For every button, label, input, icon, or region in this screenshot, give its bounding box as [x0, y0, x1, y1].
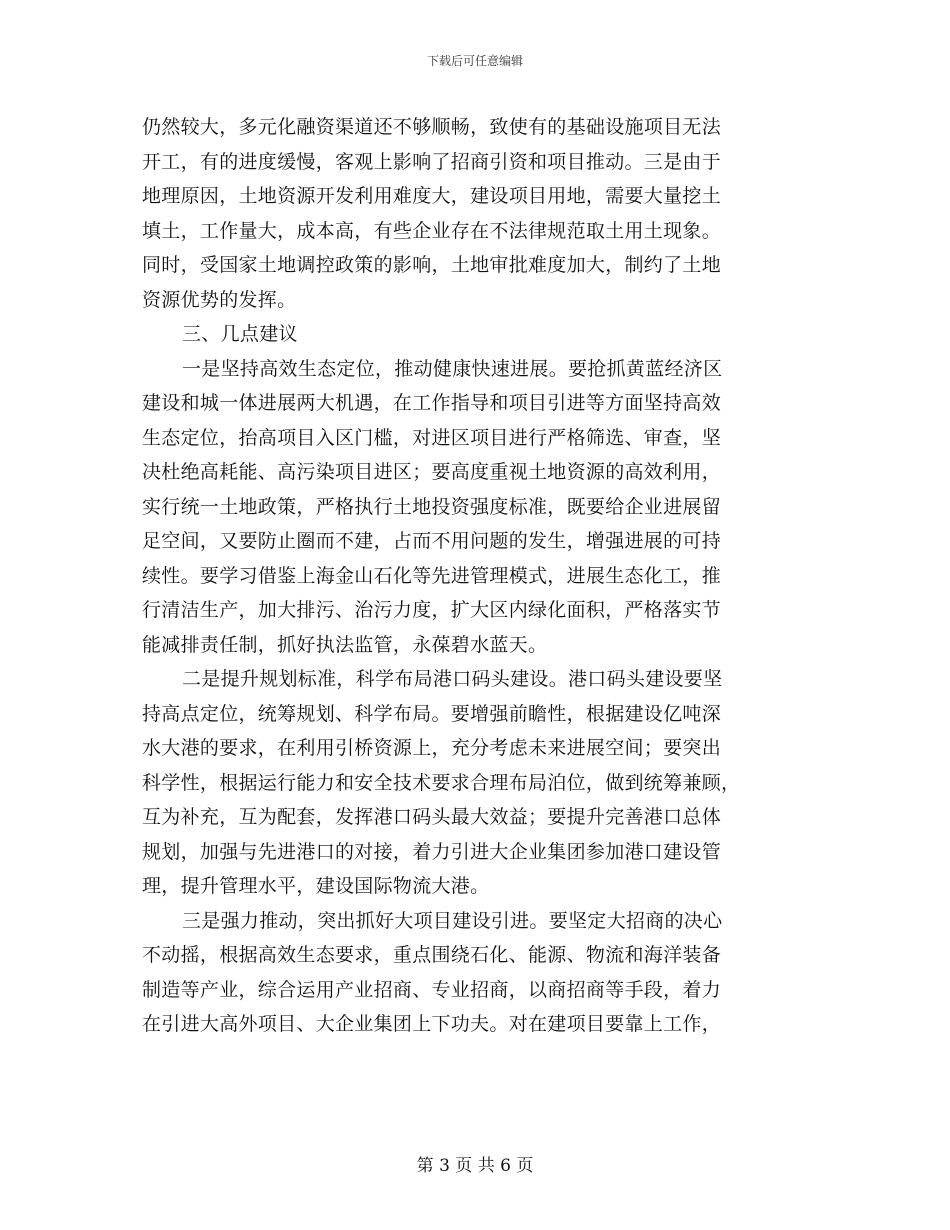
text-line: 互为补充，互为配套，发挥港口码头最大效益；要提升完善港口总体 [142, 806, 722, 828]
text-line: 科学性，根据运行能力和安全技术要求合理布局泊位，做到统筹兼顾， [142, 771, 741, 794]
text-line: 规划，加强与先进港口的对接，着力引进大企业集团参加港口建设管 [142, 840, 722, 863]
text-line: 在引进大高外项目、大企业集团上下功夫。对在建项目要靠上工作， [142, 1013, 722, 1035]
text-line: 建设和城一体进展两大机遇，在工作指导和项目引进等方面坚持高效 [142, 392, 722, 414]
text-line: 决杜绝高耗能、高污染项目进区；要高度重视土地资源的高效利用， [142, 461, 722, 483]
text-line: 地理原因，土地资源开发利用难度大，建设项目用地，需要大量挖土 [142, 185, 722, 207]
text-line: 能减排责任制，抓好执法监管，永葆碧水蓝天。 [142, 633, 548, 656]
text-line: 不动摇，根据高效生态要求，重点围绕石化、能源、物流和海洋装备 [142, 944, 722, 966]
text-line: 续性。要学习借鉴上海金山石化等先进管理模式，进展生态化工，推 [142, 564, 722, 587]
text-line: 三是强力推动，突出抓好大项目建设引进。要坚定大招商的决心 [182, 909, 723, 932]
text-line: 同时，受国家土地调控政策的影响，土地审批难度加大，制约了土地 [142, 254, 722, 276]
text-line: 持高点定位，统筹规划、科学布局。要增强前瞻性，根据建设亿吨深 [142, 702, 722, 725]
text-line: 理，提升管理水平，建设国际物流大港。 [142, 875, 490, 897]
page-header: 下载后可任意编辑 [426, 54, 523, 68]
text-line: 二是提升规划标准，科学布局港口码头建设。港口码头建设要坚 [182, 668, 723, 690]
page-footer: 第 3 页 共 6 页 [416, 1156, 534, 1176]
text-line: 实行统一土地政策，严格执行土地投资强度标准，既要给企业进展留 [142, 495, 722, 518]
text-line: 三、几点建议 [182, 323, 298, 345]
text-line: 开工，有的进度缓慢，客观上影响了招商引资和项目推动。三是由于 [142, 150, 722, 173]
text-line: 制造等产业，综合运用产业招商、专业招商，以商招商等手段，着力 [142, 978, 722, 1001]
text-line: 行清洁生产，加大排污、治污力度，扩大区内绿化面积，严格落实节 [142, 599, 722, 621]
text-line: 足空间，又要防止圈而不建，占而不用问题的发生，增强进展的可持 [142, 530, 722, 552]
document-body [142, 110, 812, 1042]
text-line: 一是坚持高效生态定位，推动健康快速进展。要抢抓黄蓝经济区 [182, 357, 723, 380]
text-line: 生态定位，抬高项目入区门槛，对进区项目进行严格筛选、审查，坚 [142, 426, 722, 449]
text-line: 资源优势的发挥。 [142, 288, 297, 311]
text-line: 仍然较大，多元化融资渠道还不够顺畅，致使有的基础设施项目无法 [142, 116, 722, 138]
text-line: 填土，工作量大，成本高，有些企业存在不法律规范取土用土现象。 [142, 219, 722, 242]
text-line: 水大港的要求，在利用引桥资源上，充分考虑未来进展空间；要突出 [142, 737, 722, 759]
